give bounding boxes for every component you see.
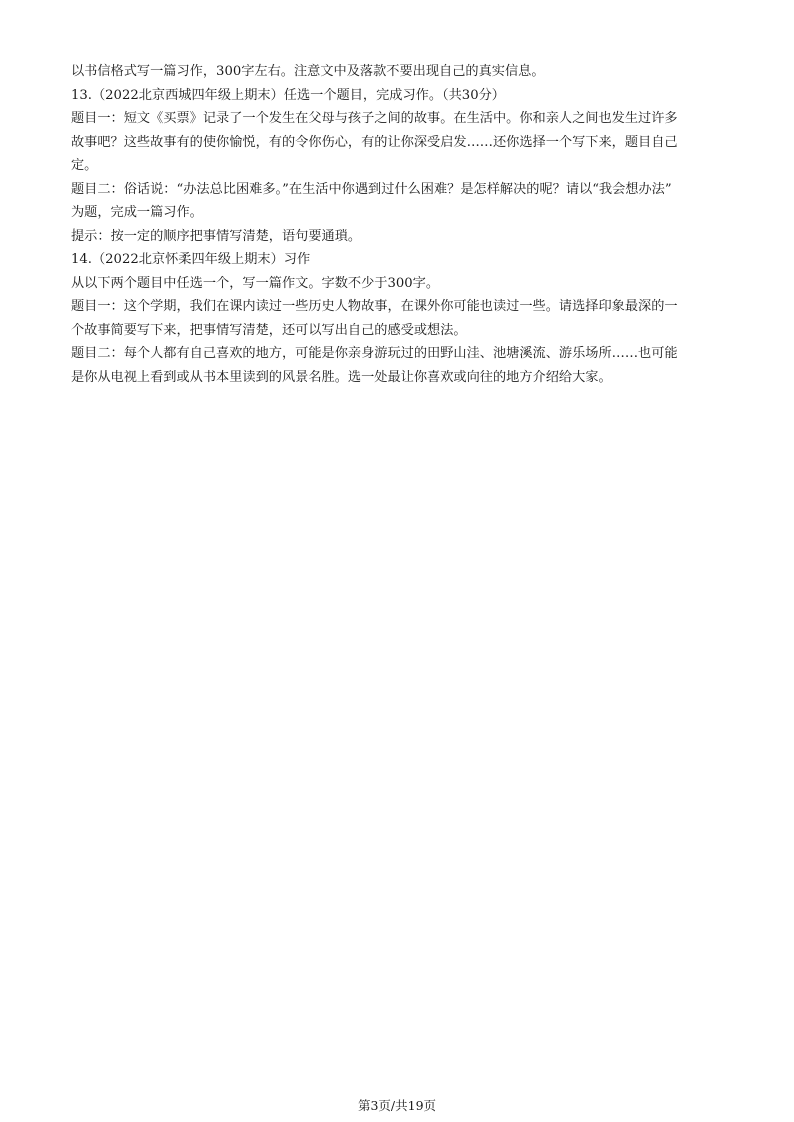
page-number: 第3页/共19页: [357, 1098, 437, 1113]
body-line: 题目二：俗话说：“办法总比困难多。”在生活中你遇到过什么困难？是怎样解决的呢？请以“我会想办法”: [71, 181, 672, 197]
body-line: 题目二：每个人都有自己喜欢的地方，可能是你亲身游玩过的田野山洼、池塘溪流、游乐场所……也可能: [71, 346, 678, 361]
body-line: 以书信格式写一篇习作，300字左右。注意文中及落款不要出现自己的真实信息。: [71, 64, 545, 79]
question-14-heading: 14.（2022北京怀柔四年级上期末）习作: [71, 252, 311, 267]
body-line: 提示：按一定的顺序把事情写清楚，语句要通瑣。: [71, 228, 362, 244]
question-13-heading: 13.（2022北京西城四年级上期末）任选一个题目，完成习作。（共30分）: [71, 87, 505, 103]
body-line: 为题，完成一篇习作。: [71, 205, 203, 220]
body-line: 题目一：短文《买票》记录了一个发生在父母与孩子之间的故事。在生活中。你和亲人之间也发生过许多: [71, 111, 678, 126]
body-line: 从以下两个题目中任选一个，写一篇作文。字数不少于300字。: [71, 275, 440, 291]
body-line: 是你从电视上看到或从书本里读到的风景名胜。选一处最让你喜欢或向往的地方介绍给大家。: [71, 369, 612, 385]
document-body: [71, 60, 727, 389]
body-line: 定。: [71, 158, 98, 173]
body-line: 故事吧？这些故事有的使你愉悦，有的令你伤心，有的让你深受启发……还你选择一个写下来，题目自己: [71, 134, 678, 150]
body-line: 个故事简要写下来，把事情写清楚，还可以写出自己的感受或想法。: [71, 322, 467, 338]
body-line: 题目一：这个学期，我们在课内读过一些历史人物故事，在课外你可能也读过一些。请选择印象最深的一: [71, 299, 678, 314]
